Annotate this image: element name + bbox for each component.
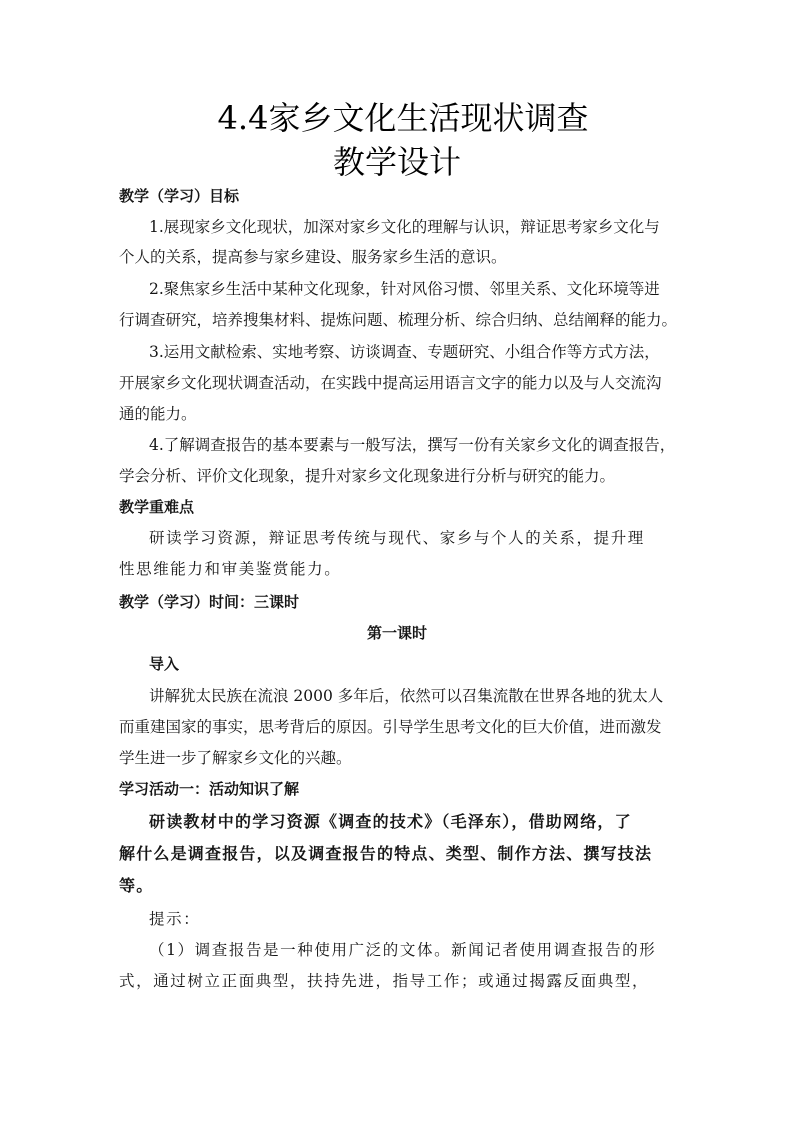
goal-item-2-line-2: 行调查研究，培养搜集材料、提炼问题、梳理分析、综合归纳、总结阐释的能力。: [119, 311, 678, 329]
lesson-1-heading: 第一课时: [366, 624, 427, 642]
activity-1-heading: 学习活动一：活动知识了解: [119, 780, 300, 798]
time-heading: 教学（学习）时间：三课时: [119, 593, 300, 611]
goal-item-1-line-1: 1.展现家乡文化现状，加深对家乡文化的理解与认识，辩证思考家乡文化与: [149, 218, 660, 236]
goal-item-3-line-2: 开展家乡文化现状调查活动，在实践中提高运用语言文字的能力以及与人交流沟: [119, 374, 662, 392]
key-points-line-2: 性思维能力和审美鉴赏能力。: [119, 560, 342, 578]
goal-item-1-line-2: 个人的关系，提高参与家乡建设、服务家乡生活的意识。: [119, 248, 507, 266]
intro-line-1: 讲解犹太民族在流浪 2000 多年后，依然可以召集流散在世界各地的犹太人: [149, 687, 664, 705]
intro-line-3: 学生进一步了解家乡文化的兴趣。: [119, 749, 352, 767]
activity-1-task-line-1: 研读教材中的学习资源《调查的技术》（毛泽东），借助网络，了: [149, 812, 632, 831]
goal-item-3-line-1: 3.运用文献检索、实地考察、访谈调查、专题研究、小组合作等方式方法，: [149, 343, 660, 361]
activity-1-task-line-3: 等。: [119, 876, 154, 895]
key-points-heading: 教学重难点: [119, 498, 195, 516]
intro-heading: 导入: [149, 655, 180, 673]
goal-item-4-line-1: 4.了解调查报告的基本要素与一般写法，撰写一份有关家乡文化的调查报告，: [149, 436, 676, 454]
goal-item-4-line-2: 学会分析、评价文化现象，提升对家乡文化现象进行分析与研究的能力。: [119, 467, 616, 485]
goals-heading: 教学（学习）目标: [119, 187, 240, 205]
hint-1-line-1: （1）调查报告是一种使用广泛的文体。新闻记者使用调查报告的形: [149, 941, 657, 959]
intro-line-2: 而重建国家的事实，思考背后的原因。引导学生思考文化的巨大价值，进而激发: [119, 718, 662, 736]
hint-label: 提示：: [149, 910, 201, 928]
hint-1-line-2: 式，通过树立正面典型，扶持先进，指导工作；或通过揭露反面典型，: [119, 972, 650, 990]
document-title: 4.4家乡文化生活现状调查: [217, 99, 589, 137]
activity-1-task-line-2: 解什么是调查报告，以及调查报告的特点、类型、制作方法、撰写技法: [119, 844, 653, 863]
key-points-line-1: 研读学习资源，辩证思考传统与现代、家乡与个人的关系，提升理: [149, 529, 645, 547]
document-subtitle: 教学设计: [332, 143, 461, 181]
goal-item-2-line-1: 2.聚焦家乡生活中某种文化现象，针对风俗习惯、邻里关系、文化环境等进: [149, 280, 660, 298]
goal-item-3-line-3: 通的能力。: [119, 405, 197, 423]
